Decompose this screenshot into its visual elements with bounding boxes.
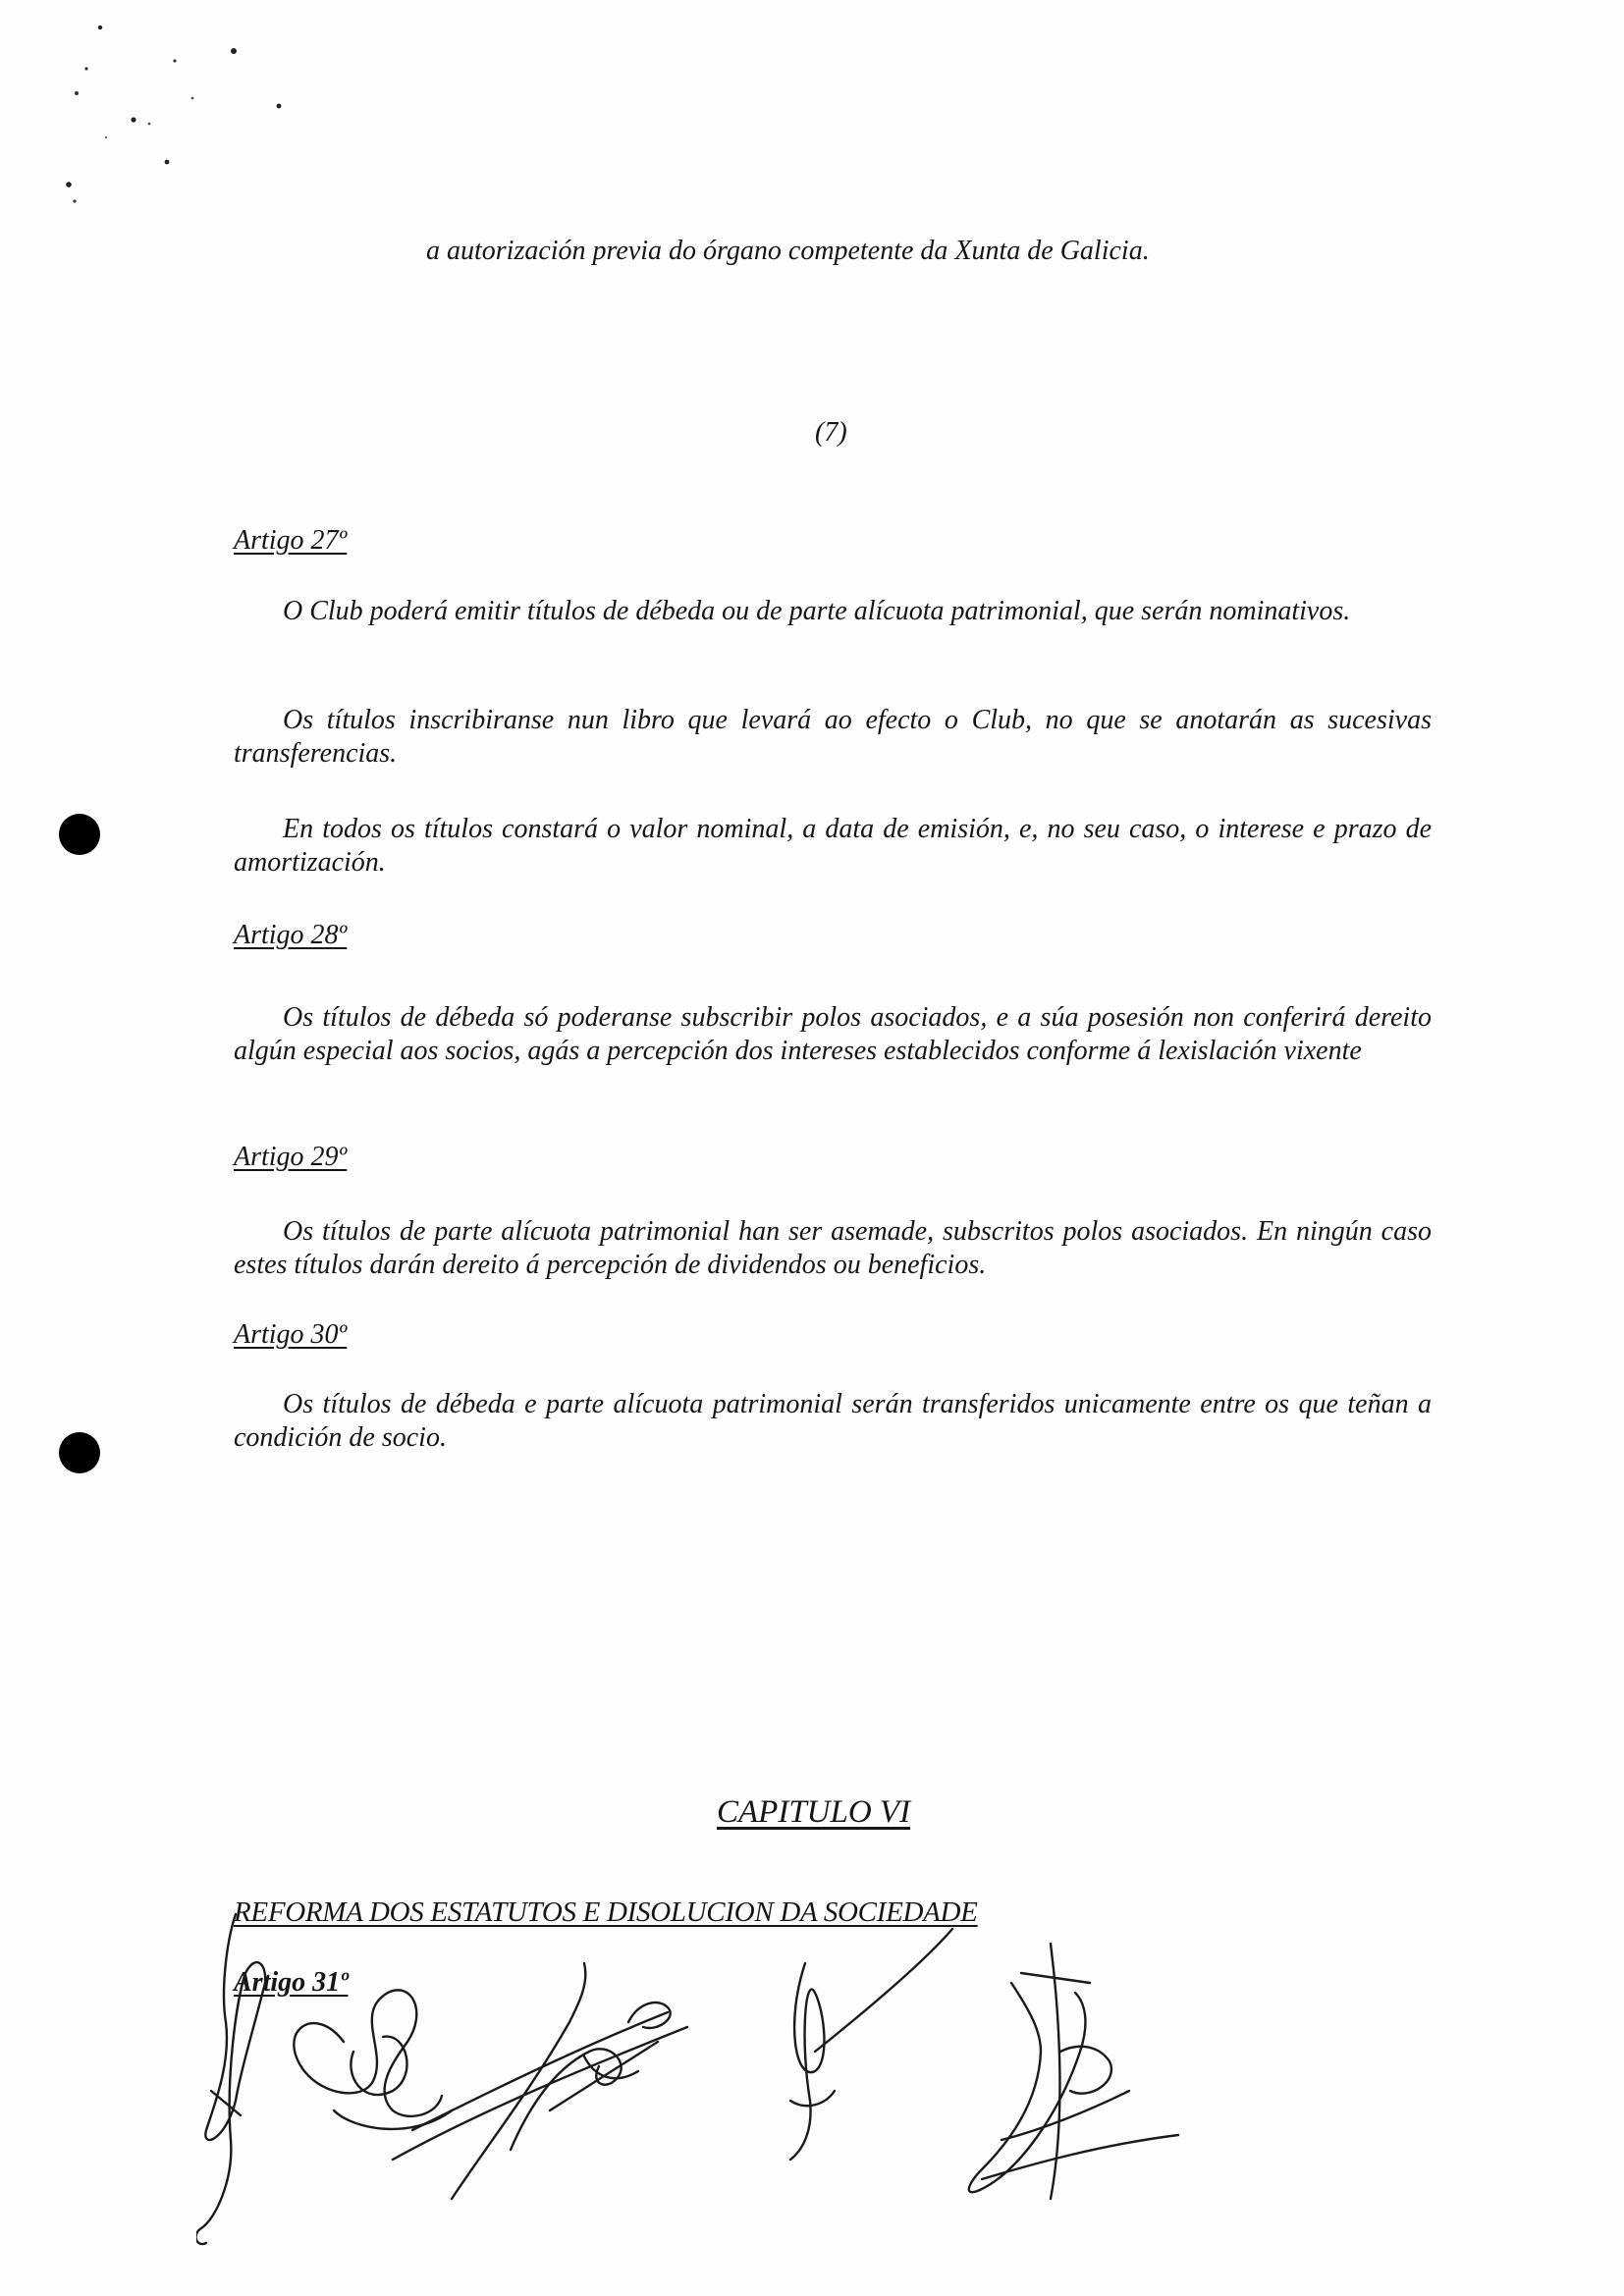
article-28-paragraph-1: Os títulos de débeda só poderanse subscribir polos asociados, e a súa posesión non conferirá dereito algún especial aos socios, agás a percepción dos intereses establecidos conforme á lexislación vixente bbox=[234, 1002, 1432, 1066]
article-29-heading: Artigo 29º bbox=[234, 1142, 348, 1172]
article-27-heading: Artigo 27º bbox=[234, 525, 348, 556]
page-number: (7) bbox=[815, 417, 847, 448]
article-30-heading: Artigo 30º bbox=[234, 1319, 348, 1350]
signature-1 bbox=[196, 1914, 265, 2244]
signature-5 bbox=[969, 1944, 1178, 2199]
signature-3 bbox=[393, 1963, 687, 2199]
signatures bbox=[196, 1904, 1375, 2277]
chapter-title: CAPITULO VI bbox=[717, 1794, 911, 1830]
article-27-paragraph-3: En todos os títulos constará o valor nominal, a data de emisión, e, no seu caso, o interese e prazo de amortización. bbox=[234, 814, 1432, 878]
article-28-heading: Artigo 28º bbox=[234, 920, 348, 950]
scan-specks bbox=[0, 0, 314, 226]
signature-4 bbox=[790, 1929, 952, 2160]
article-29-paragraph-1: Os títulos de parte alícuota patrimonial han ser asemade, subscritos polos asociados. En ningún caso estes títulos darán dereito á percepción de dividendos ou beneficios. bbox=[234, 1216, 1432, 1280]
article-27-paragraph-2: Os títulos inscribiranse nun libro que levará ao efecto o Club, no que se anotarán as sucesivas transferencias. bbox=[234, 705, 1432, 769]
article-31-heading: Artigo 31º bbox=[234, 1967, 349, 1998]
signature-2 bbox=[294, 1990, 452, 2129]
header-line: a autorización previa do órgano competente da Xunta de Galicia. bbox=[426, 236, 1150, 266]
punch-hole-lower bbox=[59, 1432, 100, 1473]
punch-hole-upper bbox=[59, 814, 100, 855]
article-27-paragraph-1: O Club poderá emitir títulos de débeda ou de parte alícuota patrimonial, que serán nominativos. bbox=[283, 596, 1351, 626]
chapter-subtitle: REFORMA DOS ESTATUTOS E DISOLUCION DA SOCIEDADE bbox=[234, 1896, 978, 1928]
article-30-paragraph-1: Os títulos de débeda e parte alícuota patrimonial serán transferidos unicamente entre os que teñan a condición de socio. bbox=[234, 1389, 1432, 1453]
